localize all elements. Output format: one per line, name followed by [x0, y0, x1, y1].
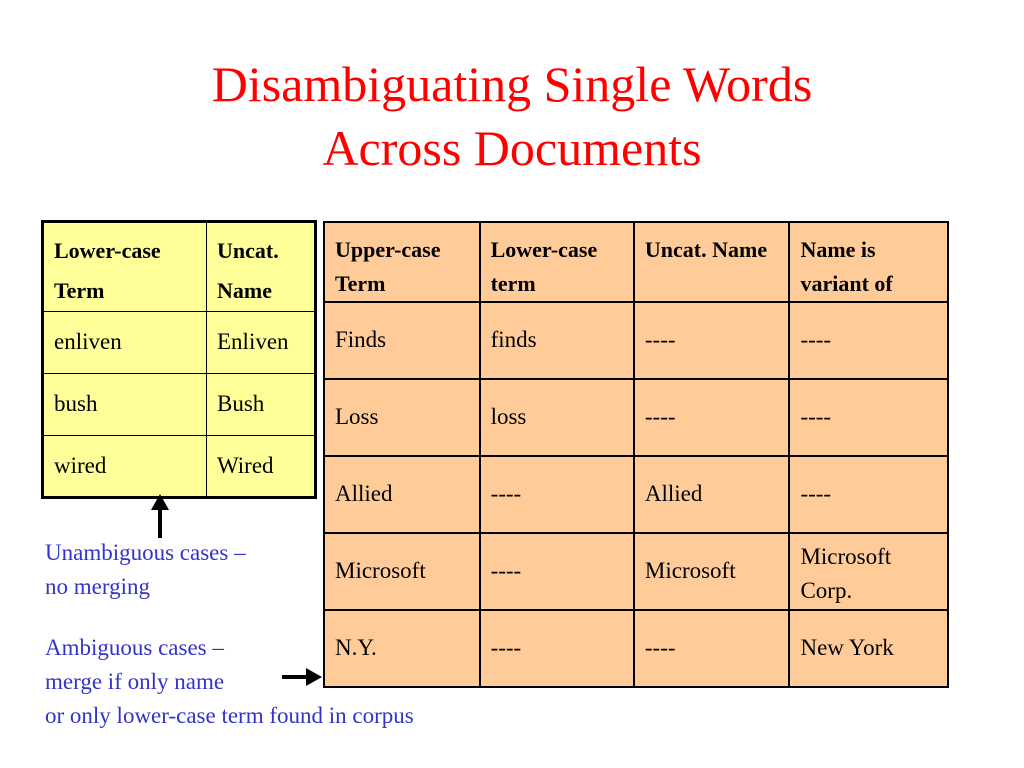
slide-title-line-1: Disambiguating Single Words	[211, 56, 813, 112]
table-header-row	[43, 222, 316, 312]
table-cell: finds	[480, 302, 634, 379]
table-cell: ----	[634, 610, 790, 687]
table-cell: New York	[789, 610, 948, 687]
table-row	[324, 379, 948, 456]
table-cell: Allied	[634, 456, 790, 533]
table-row	[43, 374, 316, 436]
table-cell: Wired	[207, 436, 316, 498]
table-cell: wired	[43, 436, 207, 498]
header-lower-case-term: Lower-case term	[480, 222, 634, 302]
table-cell: ----	[480, 533, 634, 610]
unambiguous-cases-table	[41, 220, 317, 499]
table-row	[324, 610, 948, 687]
table-cell: bush	[43, 374, 207, 436]
table-cell: ----	[634, 302, 790, 379]
table-row	[43, 436, 316, 498]
table-cell: Bush	[207, 374, 316, 436]
slide-title-line-2: Across Documents	[322, 120, 702, 176]
table-cell: ----	[480, 456, 634, 533]
table-cell: Allied	[324, 456, 480, 533]
ambiguous-cases-note	[45, 631, 414, 733]
table-cell: ----	[480, 610, 634, 687]
header-name-is-variant-of: Name is variant of	[789, 222, 948, 302]
table-cell: Enliven	[207, 312, 316, 374]
header-lower-case-term: Lower-case Term	[43, 222, 207, 312]
table-row	[324, 533, 948, 610]
header-uncat-name: Uncat. Name	[207, 222, 316, 312]
header-upper-case-term: Upper-case Term	[324, 222, 480, 302]
table-cell: Loss	[324, 379, 480, 456]
unambiguous-cases-note	[45, 536, 246, 604]
table-cell: Microsoft	[634, 533, 790, 610]
note-line: or only lower-case term found in corpus	[45, 703, 414, 728]
ambiguous-cases-table	[323, 221, 949, 688]
table-row	[43, 312, 316, 374]
table-cell: ----	[789, 302, 948, 379]
header-uncat-name: Uncat. Name	[634, 222, 790, 302]
table-cell: Microsoft Corp.	[789, 533, 948, 610]
table-cell: loss	[480, 379, 634, 456]
table-header-row	[324, 222, 948, 302]
table-cell: Microsoft	[324, 533, 480, 610]
note-line: no merging	[45, 574, 150, 599]
slide-title	[0, 52, 1024, 180]
table-row	[324, 456, 948, 533]
up-arrow-icon	[150, 494, 170, 538]
note-line: Unambiguous cases –	[45, 540, 246, 565]
table-row	[324, 302, 948, 379]
table-cell: ----	[789, 379, 948, 456]
table-cell: N.Y.	[324, 610, 480, 687]
table-cell: Finds	[324, 302, 480, 379]
note-line: Ambiguous cases –	[45, 635, 224, 660]
table-cell: ----	[789, 456, 948, 533]
table-cell: enliven	[43, 312, 207, 374]
table-cell: ----	[634, 379, 790, 456]
note-line: merge if only name	[45, 669, 225, 694]
